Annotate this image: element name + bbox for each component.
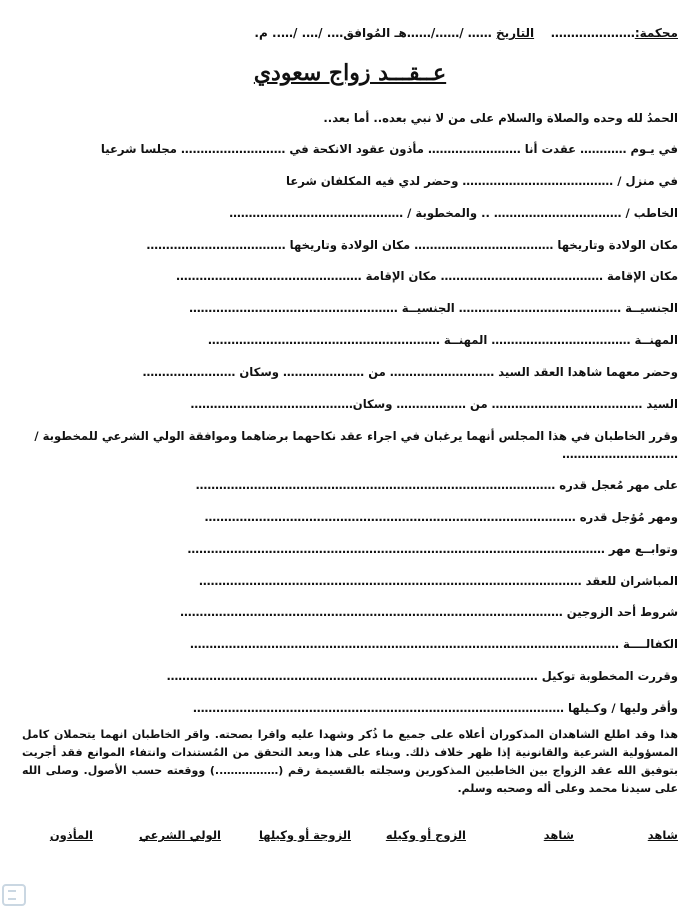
form-line: ومهر مُؤجل قدره …………………………………………………………………………………… (204, 510, 678, 524)
form-line: المهنــة ……………………………… المهنــة …………………………………………………… (208, 333, 678, 347)
form-line: الكفالــــة ………………………………………………………………………………………………… (189, 637, 678, 651)
signature-row (22, 828, 678, 846)
form-line: مكان الولادة وتاريخها ……………………………… مكان الولادة وتاريخها ……………………………… (146, 238, 678, 252)
form-line: وحضر معهما شاهدا العقد السيد ……………………… من ………………… وسكان …………………… (142, 365, 678, 379)
signature-guardian: الولي الشرعي (138, 828, 221, 842)
signature-bride: الزوجة أو وكيلها (258, 828, 351, 842)
form-line: السيد ………………………………… من ……………… وسكان…………………………………… (190, 397, 678, 411)
signature-officiant: المأذون (49, 828, 93, 842)
form-line: الخاطب / …………………………… .. والمخطوبة / ……………………………………… (229, 206, 678, 220)
form-line: في يـوم ………… عقدت أنا …………………… مأذون عقود الانكحة في ……………………… مجلسا شرعيا (100, 142, 678, 156)
date-label: التاريخ (496, 26, 535, 40)
signature-witness-2: شاهد (543, 828, 574, 842)
signature-witness-1: شاهد (647, 828, 678, 842)
court-dots: ………………… (550, 26, 635, 40)
date-text: …… /……/……هـ المُوافق…. /…. /….. م. (254, 26, 492, 40)
court-label: محكمة: (634, 26, 678, 40)
document-title: عــقـــد زواج سعودي (253, 60, 447, 86)
form-line: المباشران للعقد ……………………………………………………………………………………… (198, 574, 678, 588)
opening-line: الحمدُ لله وحده والصلاة والسلام على من لا نبي بعده.. أما بعد.. (323, 111, 678, 125)
form-line: ………………………… (562, 447, 678, 461)
form-line: وأقر وليها / وكـيلها …………………………………………………………………………………… (192, 701, 678, 715)
form-line: وتوابــع مهر ……………………………………………………………………………………………… (187, 542, 678, 556)
form-line: في منزل / ………………………………… وحضر لدي فيه المكلفان شرعا (285, 174, 678, 188)
form-line: وقررت المخطوبة توكيل …………………………………………………………………………………… (166, 669, 678, 683)
form-line: مكان الإقامة …………………………………… مكان الإقامة ………………………………………… (176, 269, 678, 283)
closing-paragraph: هذا وقد اطلع الشاهدان المذكوران أعلاه على جميع ما ذُكر وشهدا عليه واقرا بصحته. واقر الخاطبان انهما يتحملان كامل المسؤولية الشرعية والقانونية إذا ظهر خلاف ذلك. وبناء على هذا وبعد التحقق من المُستندات وانتفاء الموانع فقد أجريت بتوفيق الله عقد الزواج بين الخاطبين المذكورين وسجلته بالقسيمة رقم (……………..) ووقعته حسب الأصول. وصلى الله على سيدنا محمد وعلى أله وصحبه وسلم. (22, 728, 678, 795)
watermark-logo-icon (2, 884, 26, 906)
signature-groom: الزوج أو وكيله (385, 828, 466, 842)
form-line: شروط أحد الزوجين ……………………………………………………………………………………… (180, 605, 678, 619)
header (22, 26, 678, 40)
form-line: الجنسيــة …………………………………… الجنسيــة ……………………………………………… (189, 301, 678, 315)
form-line: على مهر مُعجل قدره ………………………………………………………………………………… (195, 478, 678, 492)
form-line: وقرر الخاطبان في هذا المجلس أنهما يرغبان في اجراء عقد نكاحهما برضاهما وموافقة الولي الشرعي للمخطوبة / (34, 429, 678, 443)
